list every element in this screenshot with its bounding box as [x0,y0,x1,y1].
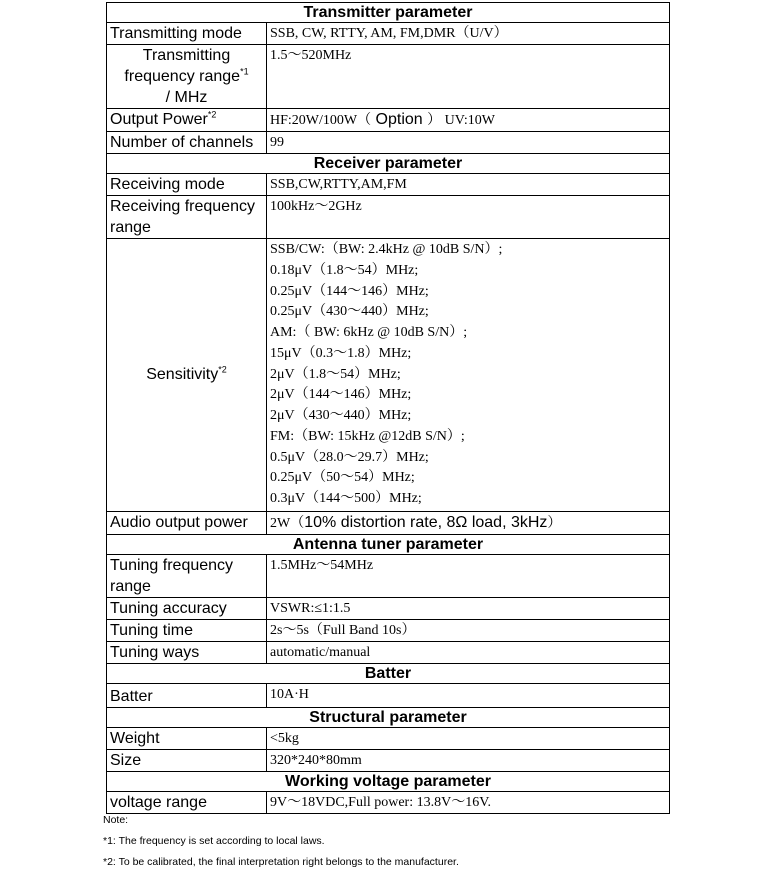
label-text: Sensitivity [146,366,219,384]
output-power-value [267,109,670,132]
tuning-time-label: Tuning time [107,619,267,641]
section-structural [107,707,670,727]
section-antenna-tuner [107,534,670,554]
row-batter [107,683,670,707]
sensitivity-line: 0.18μV（1.8～54）MHz; [270,262,419,278]
value-part: 10% distortion rate, 8Ω load, 3kHz [304,513,548,531]
row-tuning-ways [107,641,670,663]
tuning-frequency-value: 1.5MHz～54MHz [267,554,670,597]
voltage-range-value: 9V～18VDC,Full power: 13.8V～16V. [267,791,670,813]
section-title: Antenna tuner parameter [107,534,670,554]
audio-output-label: Audio output power [107,511,267,534]
label-part: range [110,219,151,236]
channels-label: Number of channels [107,132,267,154]
tuning-ways-value: automatic/manual [267,641,670,663]
sensitivity-line: 0.25μV（144～146）MHz; [270,283,429,299]
row-tuning-frequency [107,554,670,597]
receiving-mode-label: Receiving mode [107,174,267,196]
size-value: 320*240*80mm [267,749,670,771]
spec-table [106,2,670,814]
notes-title: Note: [103,814,129,826]
weight-label: Weight [107,727,267,749]
label-text: Output Power [110,111,208,128]
row-output-power [107,109,670,132]
transmitting-frequency-value: 1.5～520MHz [267,45,670,109]
section-receiver [107,154,670,174]
label-part: / MHz [165,89,208,106]
sensitivity-line: 2μV（430～440）MHz; [270,408,412,423]
sensitivity-line: 0.5μV（28.0～29.7）MHz; [270,449,429,465]
section-title: Receiver parameter [107,154,670,174]
row-tuning-accuracy [107,597,670,619]
label-part: frequency range [124,68,241,85]
sensitivity-line: 0.25μV（50～54）MHz; [270,470,415,486]
batter-value: 10A·H [267,683,670,707]
sensitivity-line: 2μV（1.8～54）MHz; [270,366,401,382]
tuning-time-value: 2s～5s（Full Band 10s） [267,619,670,641]
weight-value: <5kg [267,727,670,749]
notes [103,812,459,875]
receiving-mode-value: SSB,CW,RTTY,AM,FM [267,174,670,196]
value-part: HF:20W/100W（ [270,113,372,128]
size-label: Size [107,749,267,771]
section-transmitter [107,3,670,23]
transmitting-mode-value: SSB, CW, RTTY, AM, FM,DMR（U/V） [267,23,670,45]
spec-sheet [106,2,669,814]
sensitivity-line: SSB/CW:（BW: 2.4kHz @ 10dB S/N）; [270,242,503,257]
sensitivity-line: 0.25μV（430～440）MHz; [270,304,429,320]
row-tuning-time [107,619,670,641]
transmitting-frequency-label [107,45,267,109]
sensitivity-value [267,239,670,512]
section-working-voltage [107,771,670,791]
row-transmitting-frequency [107,45,670,109]
footnote-marker: *2 [207,109,217,120]
row-receiving-frequency [107,196,670,239]
value-part: 2W（ [270,515,305,531]
value-part: Option [371,111,428,128]
receiving-frequency-label [107,196,267,239]
sensitivity-line: 15μV（0.3～1.8）MHz; [270,345,412,361]
transmitting-mode-label: Transmitting mode [107,23,267,45]
footnote-marker: *2 [218,365,227,376]
row-number-of-channels [107,132,670,154]
section-title: Structural parameter [107,707,670,727]
label-part: Tuning frequency [110,556,234,574]
output-power-label [107,109,267,132]
row-weight [107,727,670,749]
footnote-marker: *1 [240,66,249,77]
note-1: *1: The frequency is set according to local laws. [103,835,325,847]
tuning-accuracy-label: Tuning accuracy [107,597,267,619]
note-2: *2: To be calibrated, the final interpretation right belongs to the manufacturer. [103,856,459,868]
tuning-ways-label: Tuning ways [107,641,267,663]
audio-output-value [267,511,670,534]
section-title: Batter [107,663,670,683]
sensitivity-line: 2μV（144～146）MHz; [270,387,412,403]
row-transmitting-mode [107,23,670,45]
label-part: Receiving frequency [110,198,255,215]
row-audio-output-power [107,511,670,534]
sensitivity-line: 0.3μV（144～500）MHz; [270,491,422,506]
tuning-accuracy-value: VSWR:≤1:1.5 [267,597,670,619]
value-part: ） [547,515,562,531]
row-size [107,749,670,771]
section-title: Working voltage parameter [107,771,670,791]
row-voltage-range [107,791,670,813]
channels-value: 99 [267,132,670,154]
row-sensitivity [107,239,670,512]
sensitivity-label [107,239,267,512]
sensitivity-line: AM:（ BW: 6kHz @ 10dB S/N）; [270,325,468,340]
row-receiving-mode [107,174,670,196]
receiving-frequency-value: 100kHz～2GHz [267,196,670,239]
sensitivity-line: FM:（BW: 15kHz @12dB S/N）; [270,428,465,444]
section-title: Transmitter parameter [107,3,670,23]
batter-label: Batter [107,683,267,707]
label-part: Transmitting [142,47,231,64]
voltage-range-label: voltage range [107,791,267,813]
label-part: range [110,577,151,595]
tuning-frequency-label [107,554,267,597]
value-part: ） UV:10W [427,113,495,128]
section-batter [107,663,670,683]
